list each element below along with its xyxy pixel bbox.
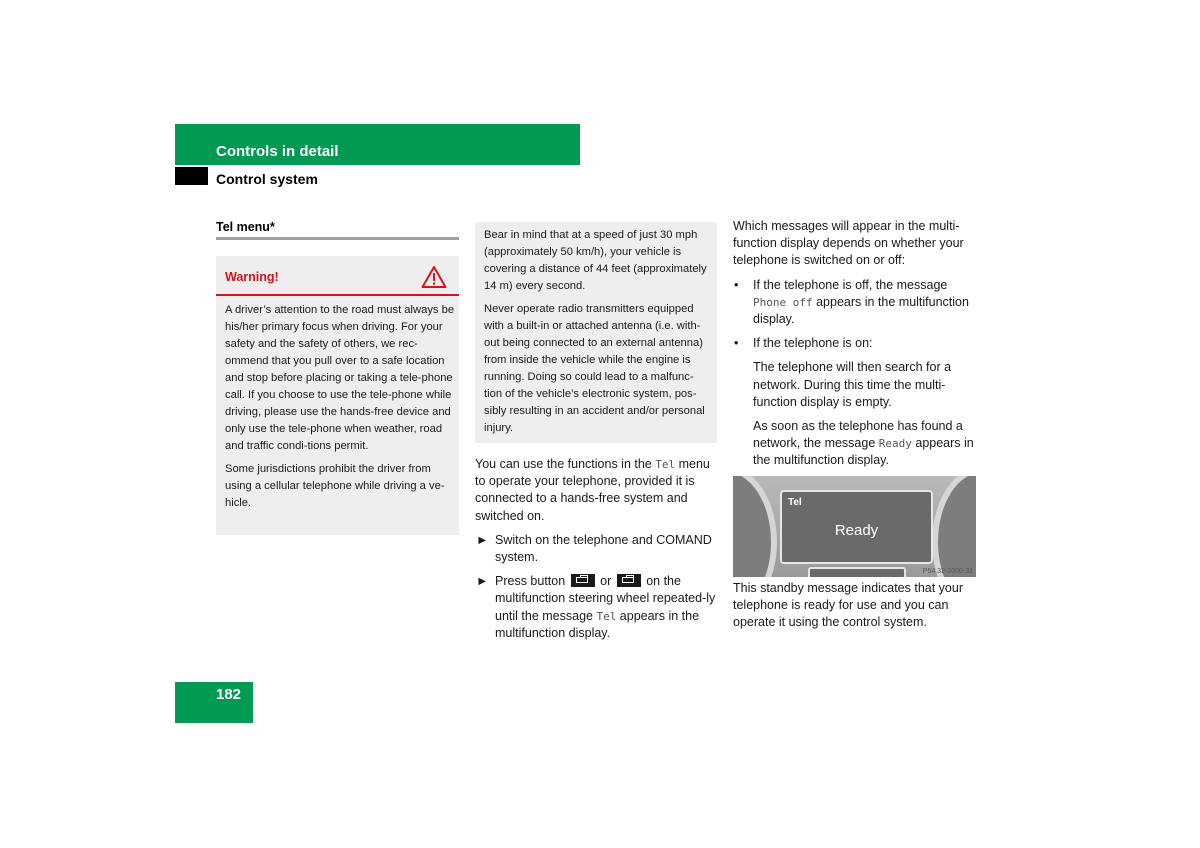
- column-3-text: [733, 218, 979, 477]
- phone-page-button-icon: [571, 574, 595, 587]
- step-arrow-icon: ►: [476, 532, 489, 547]
- note-paragraph: Never operate radio transmitters equipped with a built-in or attached antenna (i.e. with-out being connected to an external antenna) from inside the vehicle while the engine is running. Doing so could lead to a malfunc-tion of the vehicle’s electronic system, pos-sibly resulting in an accident and/or personal injury.: [484, 303, 705, 434]
- found-text: As soon as the telephone has found a network, the message Ready appears in the multifunction display.: [753, 419, 974, 468]
- phone-off-code: Phone off: [753, 295, 813, 309]
- note-box: [475, 222, 717, 443]
- page-number-box: [175, 682, 253, 723]
- section-title: Tel menu*: [216, 220, 275, 234]
- tel-code: Tel: [596, 609, 617, 623]
- step-arrow-icon: ►: [476, 574, 489, 589]
- phone-page-button-icon: [617, 574, 641, 587]
- chapter-title: Controls in detail: [216, 143, 339, 160]
- tel-menu-intro: You can use the functions in the Tel menu to operate your telephone, provided it is connected to a hands-free system and switched on.: [475, 457, 710, 523]
- column-2-text: [475, 456, 719, 649]
- warning-header: [216, 256, 459, 296]
- display-screen: [780, 490, 933, 564]
- search-text: The telephone will then search for a network. During this time the multi-function display is empty.: [753, 360, 952, 409]
- warning-label: Warning!: [225, 270, 279, 284]
- warning-text: [225, 302, 455, 518]
- multifunction-display-photo: [733, 476, 976, 577]
- tel-code: Tel: [655, 458, 676, 471]
- standby-text: This standby message indicates that your telephone is ready for use and you can operate it using the control system.: [733, 581, 963, 630]
- list-item: • If the telephone is on:: [733, 335, 979, 352]
- display-tel-label: Tel: [788, 497, 802, 508]
- warning-box: [216, 256, 459, 535]
- bullet-icon: •: [734, 336, 739, 351]
- messages-intro: Which messages will appear in the multi-function display depends on whether your telephone is switched on or off:: [733, 219, 964, 268]
- note-paragraph: Bear in mind that at a speed of just 30 mph (approximately 50 km/h), your vehicle is covering a distance of 44 feet (approximately 14 m) every second.: [484, 229, 707, 292]
- instruction-step: ► Switch on the telephone and COMAND system.: [476, 532, 712, 565]
- warning-paragraph: A driver’s attention to the road must always be his/her primary focus when driving. For your safety and the safety of others, we rec-ommend that you pull over to a safe location and stop before placing or taking a tele-phone call. If you choose to use the tele-phone while driving, please use the hands-free device and only use the tele-phone when weather, road and traffic condi-tions permit.: [225, 304, 455, 452]
- section-divider: [216, 237, 459, 240]
- ready-code: Ready: [878, 437, 912, 451]
- right-dial: [932, 476, 976, 577]
- list-item: • If the telephone is off, the message Phone off appears in the multifunction display.: [734, 277, 969, 327]
- display-ready-text: Ready: [834, 522, 879, 539]
- warning-paragraph: Some jurisdictions prohibit the driver from using a cellular telephone while driving a ve-hicle.: [225, 463, 445, 509]
- photo-code: P54.32-3000-31: [922, 568, 973, 575]
- section-marker: [175, 167, 208, 185]
- lower-display-panel: [808, 567, 906, 577]
- warning-triangle-icon: [421, 265, 447, 289]
- instruction-step: ► Press button or on the multifunction steering wheel repeated-ly until the message Tel appears in the multifunction display.: [476, 574, 716, 640]
- left-dial: [733, 476, 777, 577]
- section-subtitle: Control system: [216, 171, 318, 187]
- bullet-icon: •: [734, 277, 739, 292]
- page-number: 182: [216, 686, 242, 703]
